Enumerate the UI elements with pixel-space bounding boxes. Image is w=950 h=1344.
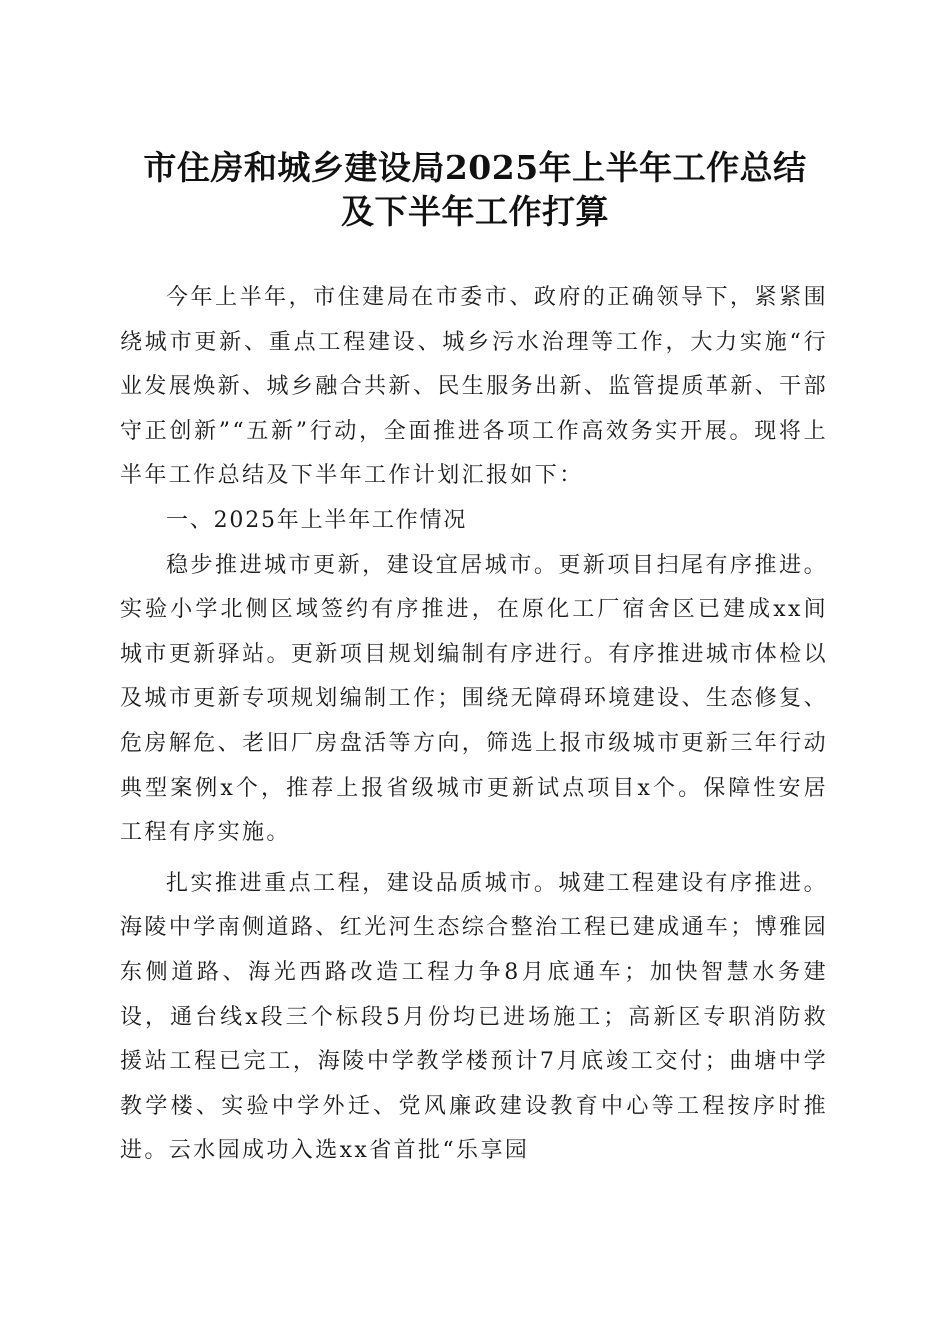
key-projects-paragraph: 扎实推进重点工程，建设品质城市。城建工程建设有序推进。海陵中学南侧道路、红光河生态综合整治工程已建成通车；博雅园东侧道路、海光西路改造工程力争8月底通车；加快智慧水务建设，通台线x段三个标段5月份均已进场施工；高新区专职消防救援站工程已完工，海陵中学教学楼预计7月底竣工交付；曲塘中学教学楼、实验中学外迁、党风廉政建设教育中心等工程按序时推进。云水园成功入选xx省首批“乐享园 [120, 870, 828, 1164]
document-title-line-1: 市住房和城乡建设局2025年上半年工作总结 [143, 148, 807, 187]
section-heading: 一、2025年上半年工作情况 [166, 507, 468, 533]
intro-paragraph: 今年上半年，市住建局在市委市、政府的正确领导下，紧紧围绕城市更新、重点工程建设、城乡污水治理等工作，大力实施“行业发展焕新、城乡融合共新、民生服务出新、监管提质革新、干部守正创新”“五新”行动，全面推进各项工作高效务实开展。现将上半年工作总结及下半年工作计划汇报如下： [120, 285, 828, 489]
urban-renewal-paragraph: 稳步推进城市更新，建设宜居城市。更新项目扫尾有序推进。实验小学北侧区域签约有序推进，在原化工厂宿舍区已建成xx间城市更新驿站。更新项目规划编制有序进行。有序推进城市体检以及城市更新专项规划编制工作；围绕无障碍环境建设、生态修复、危房解危、老旧厂房盘活等方向，筛选上报市级城市更新三年行动典型案例x个，推荐上报省级城市更新试点项目x个。保障性安居工程有序实施。 [120, 552, 828, 846]
document-body [120, 276, 828, 1174]
document-title-line-2: 及下半年工作打算 [341, 192, 609, 231]
